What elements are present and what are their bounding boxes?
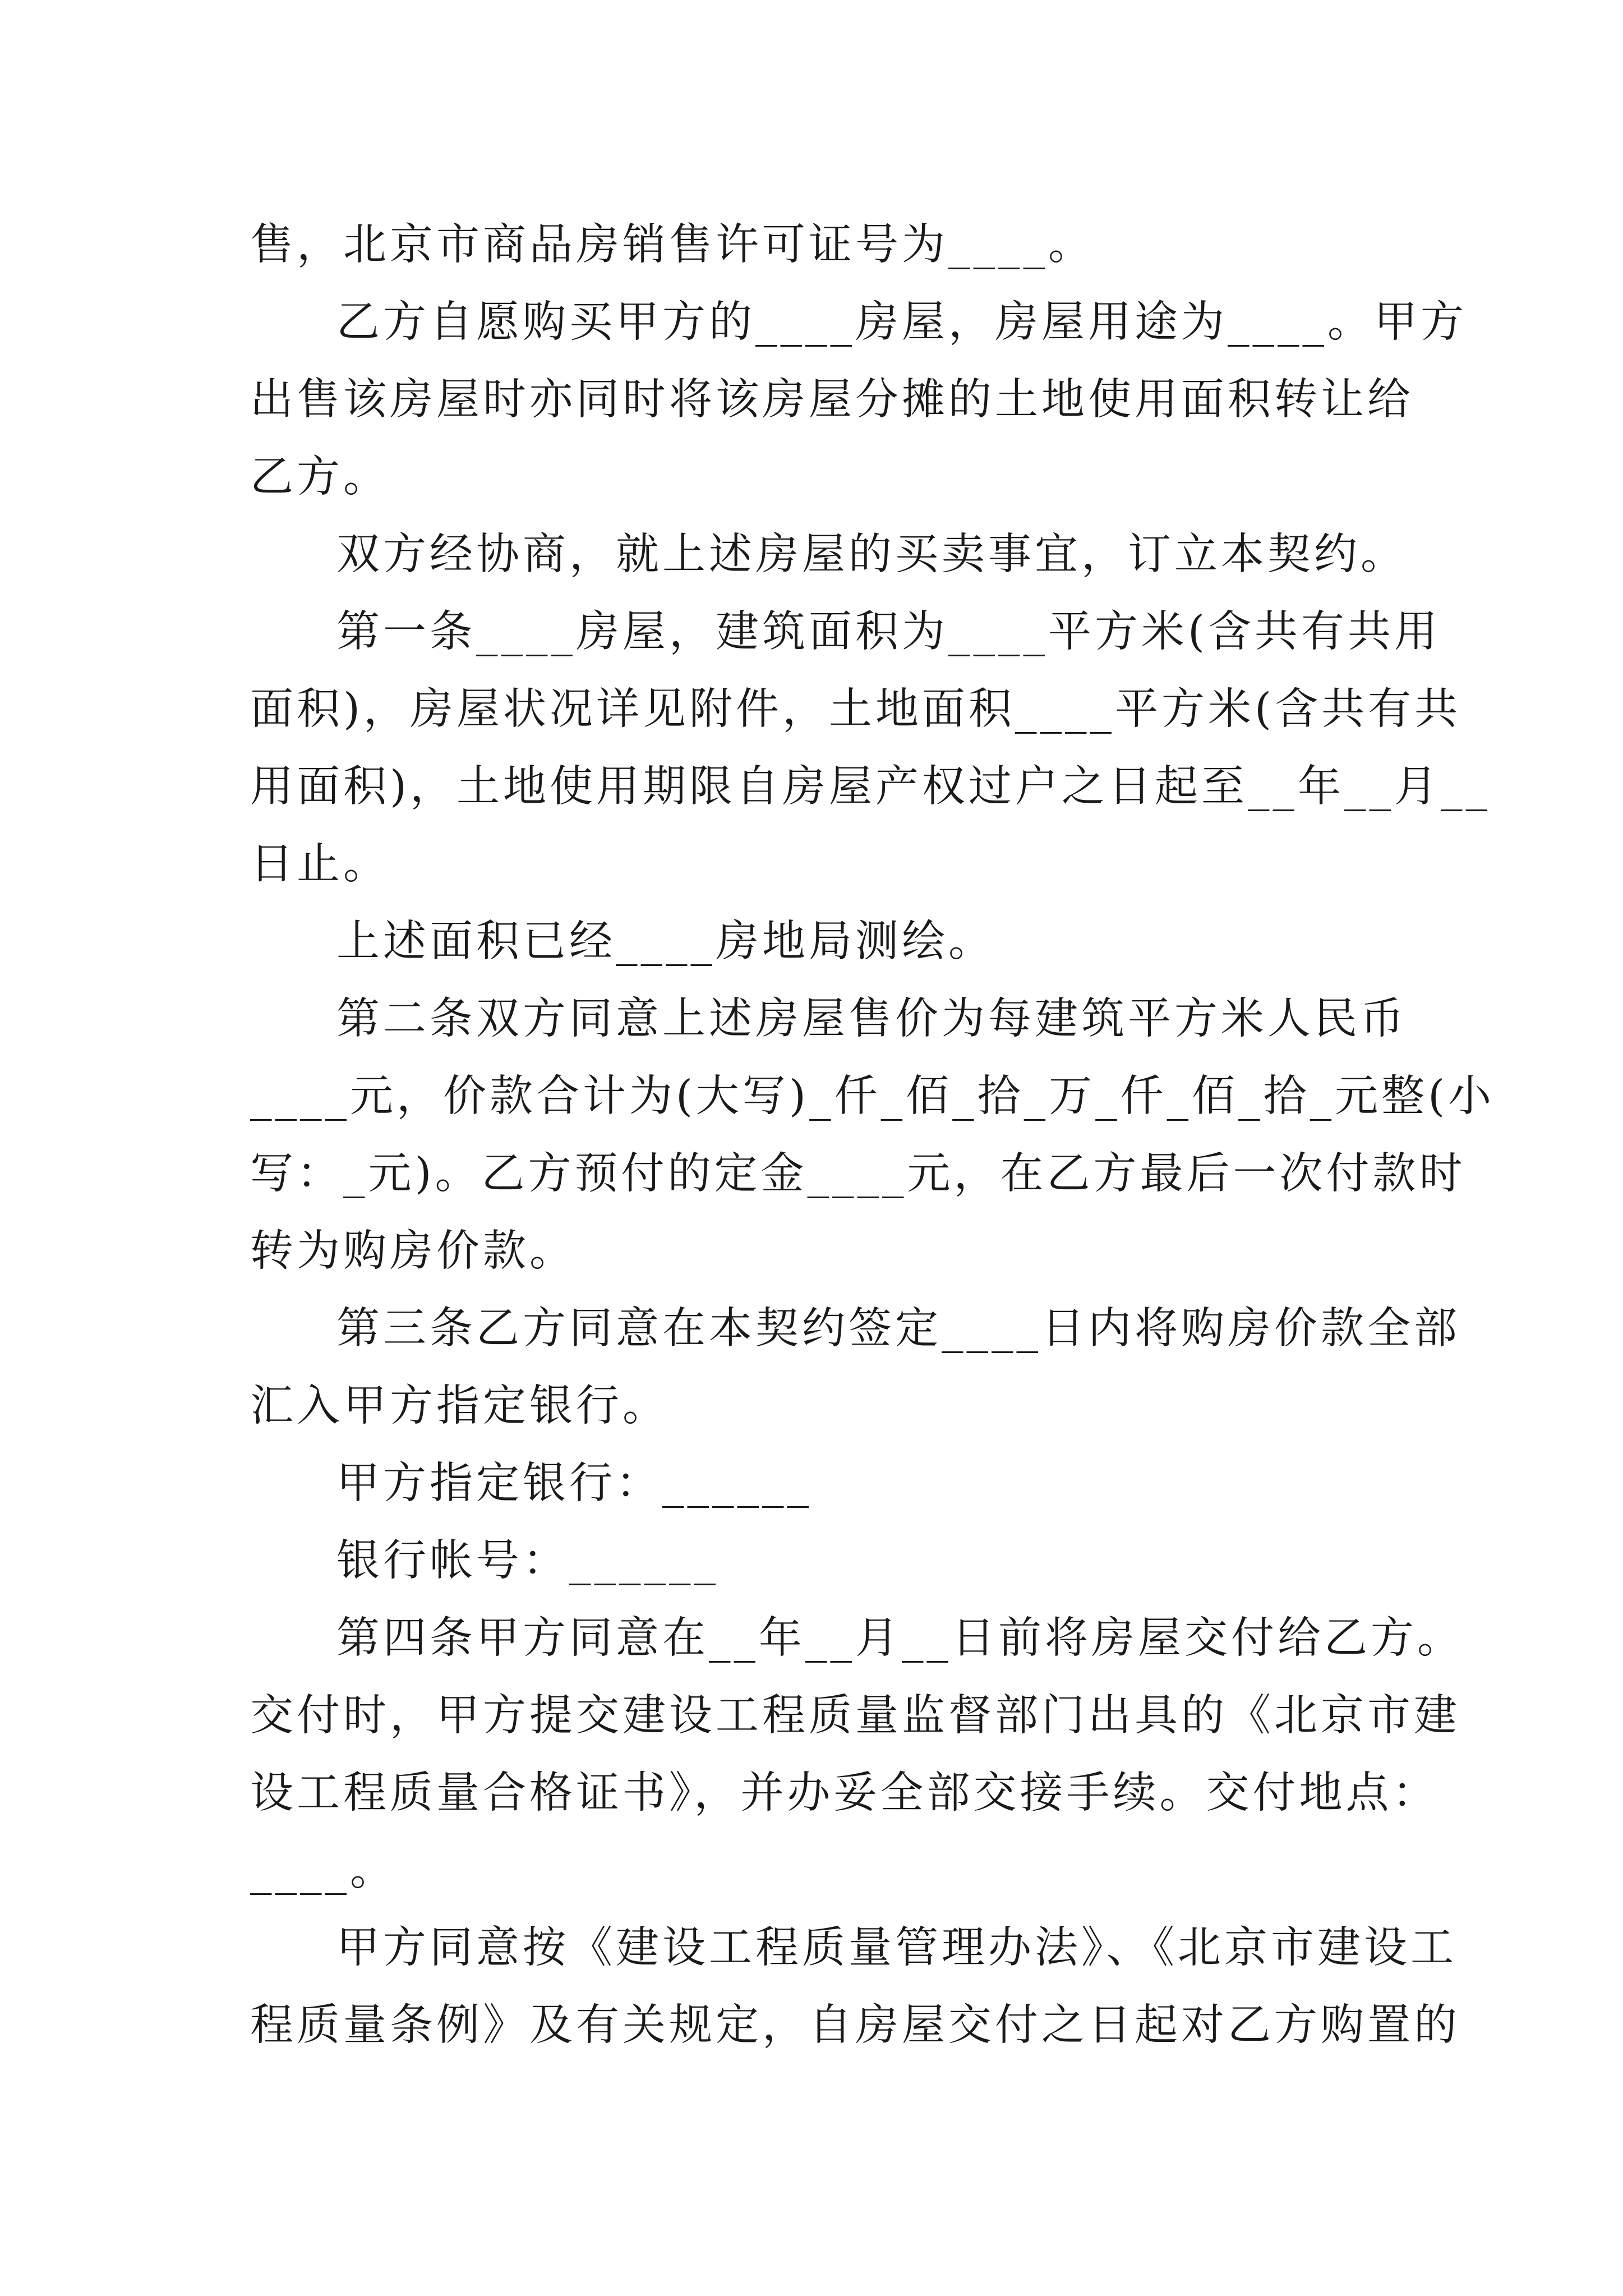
- text-line-7: 面积)，房屋状况详见附件，土地面积____平方米(含共有共: [250, 684, 1461, 734]
- text-line-2: 乙方自愿购买甲方的____房屋，房屋用途为____。甲方: [336, 297, 1467, 347]
- text-line-16: 汇入甲方指定银行。: [250, 1381, 669, 1431]
- text-line-24: 程质量条例》及有关规定，自房屋交付之日起对乙方购置的: [250, 2000, 1460, 2050]
- text-line-17: 甲方指定银行：______: [336, 1458, 812, 1508]
- text-line-15: 第三条乙方同意在本契约签定____日内将购房价款全部: [336, 1304, 1460, 1354]
- text-line-19: 第四条甲方同意在__年__月__日前将房屋交付给乙方。: [336, 1613, 1464, 1663]
- text-line-18: 银行帐号：______: [336, 1536, 719, 1586]
- text-line-23: 甲方同意按《建设工程质量管理办法》、《北京市建设工: [336, 1923, 1457, 1973]
- text-line-11: 第二条双方同意上述房屋售价为每建筑平方米人民币: [336, 994, 1407, 1044]
- text-line-12: ____元，价款合计为(大写)_仟_佰_拾_万_仟_佰_拾_元整(小: [250, 1071, 1495, 1121]
- text-line-20: 交付时，甲方提交建设工程质量监督部门出具的《北京市建: [250, 1691, 1460, 1741]
- text-line-9: 日止。: [250, 839, 390, 889]
- contract-body: [250, 206, 1495, 2064]
- text-line-5: 双方经协商，就上述房屋的买卖事宜，订立本契约。: [336, 530, 1407, 579]
- text-line-22: ____。: [250, 1846, 396, 1895]
- text-line-1: 售，北京市商品房销售许可证号为____。: [250, 220, 1095, 270]
- text-line-6: 第一条____房屋，建筑面积为____平方米(含共有共用: [336, 607, 1441, 657]
- text-line-21: 设工程质量合格证书》，并办妥全部交接手续。交付地点：: [250, 1768, 1439, 1818]
- text-line-14: 转为购房价款。: [250, 1226, 576, 1276]
- text-line-8: 用面积)，土地使用期限自房屋产权过户之日起至__年__月__: [250, 762, 1491, 812]
- text-line-10: 上述面积已经____房地局测绘。: [336, 917, 995, 967]
- text-line-3: 出售该房屋时亦同时将该房屋分摊的土地使用面积转让给: [250, 375, 1414, 425]
- text-line-4: 乙方。: [250, 452, 390, 502]
- text-line-13: 写：_元)。乙方预付的定金____元，在乙方最后一次付款时: [250, 1149, 1466, 1199]
